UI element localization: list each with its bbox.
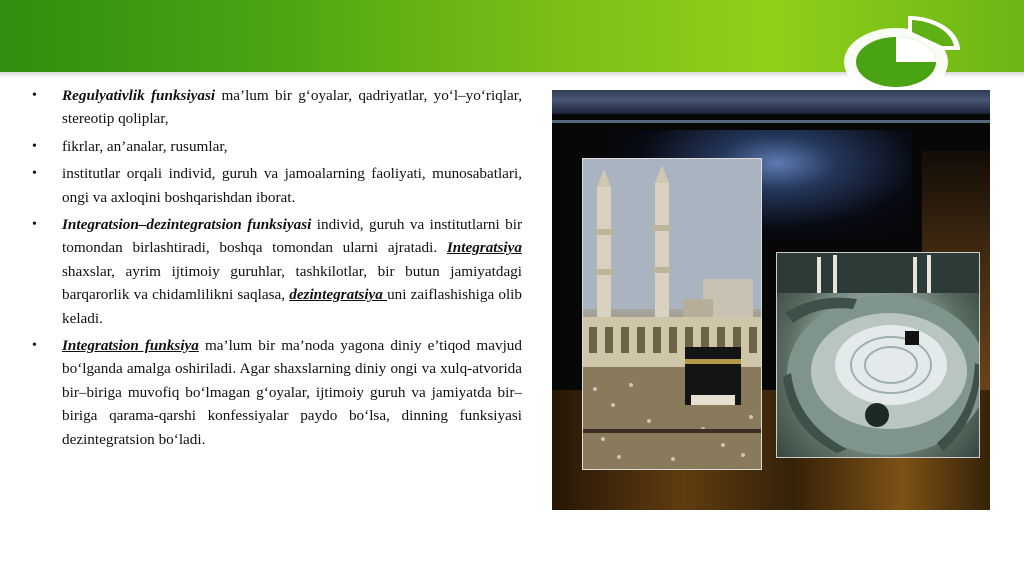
list-item [30, 162, 522, 209]
list-item [30, 334, 522, 451]
list-item [30, 135, 522, 158]
bullet-icon: • [32, 138, 37, 154]
list-item [30, 84, 522, 131]
pie-chart-logo-icon [838, 14, 968, 94]
bullet-icon: • [32, 88, 37, 103]
bullet-icon: • [32, 217, 37, 233]
collage-frame-top [552, 90, 990, 114]
term-integratsion-dezintegratsion: Integratsion–dezintegratsion funksiyasi [62, 216, 312, 234]
bullet-text: ma’lum bir g‘oyalar, qadriyatlar, yo‘l–yo‘riqlar, stereotip qoliplar, [62, 87, 522, 128]
term-integratsiya: Integratsiya [446, 239, 522, 257]
bullet-icon: • [32, 166, 37, 182]
mosque-minarets-photo [582, 158, 762, 470]
bullet-text: uni zaiflashishiga olib keladi. [62, 286, 522, 327]
bullet-text: ma’lum bir ma’noda yagona diniy e’tiqod mavjud bo‘lganda amalga oshiriladi. Agar shaxslarning diniy ongi va xulq-atvorida bir–biriga muvofiq bo‘lmagan g‘oyalar, ijtimoiy guruh va jamiyatda bir–biriga qarama-qarshi konfessiyalar paydo bo‘lsa, dinning funksiyasi dezintegratsion bo‘ladi. [62, 337, 522, 448]
list-item [30, 213, 522, 330]
bullet-text: institutlar orqali individ, guruh va jamoalarning faoliyati, munosabatlari, ongi va axloqini boshqarishdan iborat. [62, 165, 522, 206]
term-dezintegratsiya: dezintegratsiya [289, 286, 388, 304]
aerial-mosque-image [777, 253, 980, 458]
bullet-text: shaxslar, ayrim ijtimoiy guruhlar, tashkilotlar, bir butun jamiyatdagi barqarorlik va chidamlilikni saqlasa, [62, 262, 522, 304]
bullet-text: fikrlar, an’analar, rusumlar, [62, 137, 228, 155]
term-regulyativlik: Regulyativlik funksiyasi [62, 87, 216, 104]
bullet-icon: • [32, 338, 37, 354]
bullet-list [30, 84, 522, 455]
bullet-text: individ, guruh va institutlarni bir tomondan birlashtiradi, boshqa tomondan ularni ajratadi. [62, 216, 523, 257]
collage-frame-line [552, 120, 990, 123]
term-integratsion-funksiya: Integratsion funksiya [62, 337, 199, 355]
aerial-mosque-photo [776, 252, 980, 458]
mosque-minarets-image [583, 159, 762, 470]
